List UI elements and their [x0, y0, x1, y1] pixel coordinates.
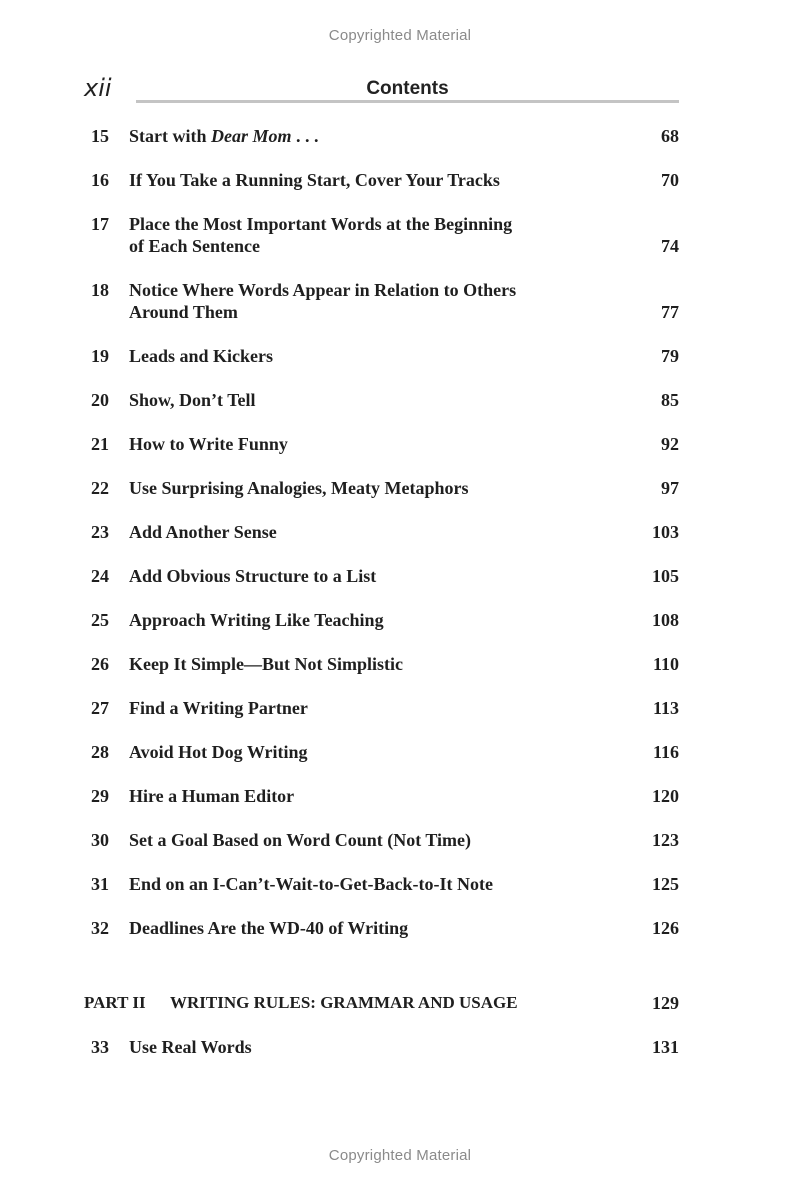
chapter-title: Add Obvious Structure to a List	[129, 566, 377, 586]
chapter-title: Place the Most Important Words at the Beginning of Each Sentence	[129, 214, 513, 256]
page-ref: 123	[652, 830, 679, 850]
chapter-title: Find a Writing Partner	[129, 698, 308, 718]
chapter-number: 33	[91, 1037, 109, 1057]
chapter-title: Hire a Human Editor	[129, 786, 295, 806]
chapter-number: 25	[91, 610, 109, 630]
page-ref: 110	[652, 654, 679, 674]
chapter-title: Approach Writing Like Teaching	[129, 610, 384, 630]
page-ref: 70	[661, 170, 679, 190]
toc-entry	[84, 213, 679, 257]
page-ref: 97	[661, 478, 679, 498]
chapter-number: 27	[91, 698, 109, 718]
chapter-number: 21	[91, 434, 109, 454]
page-ref: 105	[652, 566, 679, 586]
chapter-title: Keep It Simple—But Not Simplistic	[129, 654, 404, 674]
chapter-title: Use Surprising Analogies, Meaty Metaphors	[129, 478, 469, 498]
page-ref: 125	[652, 874, 679, 894]
page-number: xii	[84, 74, 112, 102]
chapter-title: Leads and Kickers	[129, 346, 274, 366]
chapter-number: 31	[91, 874, 109, 894]
chapter-title: Show, Don’t Tell	[129, 390, 256, 410]
page-ref: 68	[661, 126, 679, 146]
toc-entry	[84, 279, 679, 323]
running-head: Contents	[366, 78, 449, 99]
copyright-notice-top: Copyrighted Material	[328, 27, 472, 44]
page-ref: 126	[652, 918, 679, 938]
page-ref: 85	[661, 390, 679, 410]
chapter-number: 19	[91, 346, 109, 366]
chapter-number: 26	[91, 654, 109, 674]
page-ref: 103	[652, 522, 679, 542]
chapter-title: Avoid Hot Dog Writing	[129, 742, 308, 762]
chapter-title: Start with Dear Mom . . .	[129, 126, 319, 146]
page-ref: 92	[661, 434, 679, 454]
page-ref: 131	[652, 1037, 679, 1057]
chapter-number: 16	[91, 170, 109, 190]
chapter-title: Add Another Sense	[129, 522, 277, 542]
copyright-notice-bottom: Copyrighted Material	[328, 1147, 472, 1164]
chapter-title: Use Real Words	[129, 1037, 252, 1057]
part-label: PART II	[84, 993, 146, 1012]
chapter-number: 20	[91, 390, 109, 410]
page-ref: 74	[661, 236, 679, 256]
page-ref: 129	[652, 993, 679, 1013]
chapter-number: 15	[91, 126, 109, 146]
chapter-number: 29	[91, 786, 109, 806]
page-ref: 77	[661, 302, 679, 322]
chapter-title: End on an I-Can’t-Wait-to-Get-Back-to-It Note	[129, 874, 493, 894]
chapter-title: Deadlines Are the WD-40 of Writing	[129, 918, 409, 938]
chapter-number: 24	[91, 566, 109, 586]
chapter-number: 22	[91, 478, 109, 498]
chapter-title: Notice Where Words Appear in Relation to Others Around Them	[129, 280, 517, 322]
part-title: WRITING RULES: GRAMMAR AND USAGE	[170, 993, 518, 1012]
page-ref: 79	[661, 346, 679, 366]
chapter-number: 18	[91, 280, 109, 300]
chapter-title: Set a Goal Based on Word Count (Not Time)	[129, 830, 472, 850]
chapter-number: 30	[91, 830, 109, 850]
page-ref: 120	[652, 786, 679, 806]
chapter-title: If You Take a Running Start, Cover Your Tracks	[129, 170, 500, 190]
page-ref: 113	[652, 698, 679, 718]
page-ref: 108	[652, 610, 679, 630]
chapter-number: 23	[91, 522, 109, 542]
page-ref: 116	[652, 742, 679, 762]
chapter-number: 32	[91, 918, 109, 938]
chapter-number: 17	[91, 214, 109, 234]
chapter-title: How to Write Funny	[129, 434, 288, 454]
header-rule	[136, 100, 679, 103]
chapter-number: 28	[91, 742, 109, 762]
